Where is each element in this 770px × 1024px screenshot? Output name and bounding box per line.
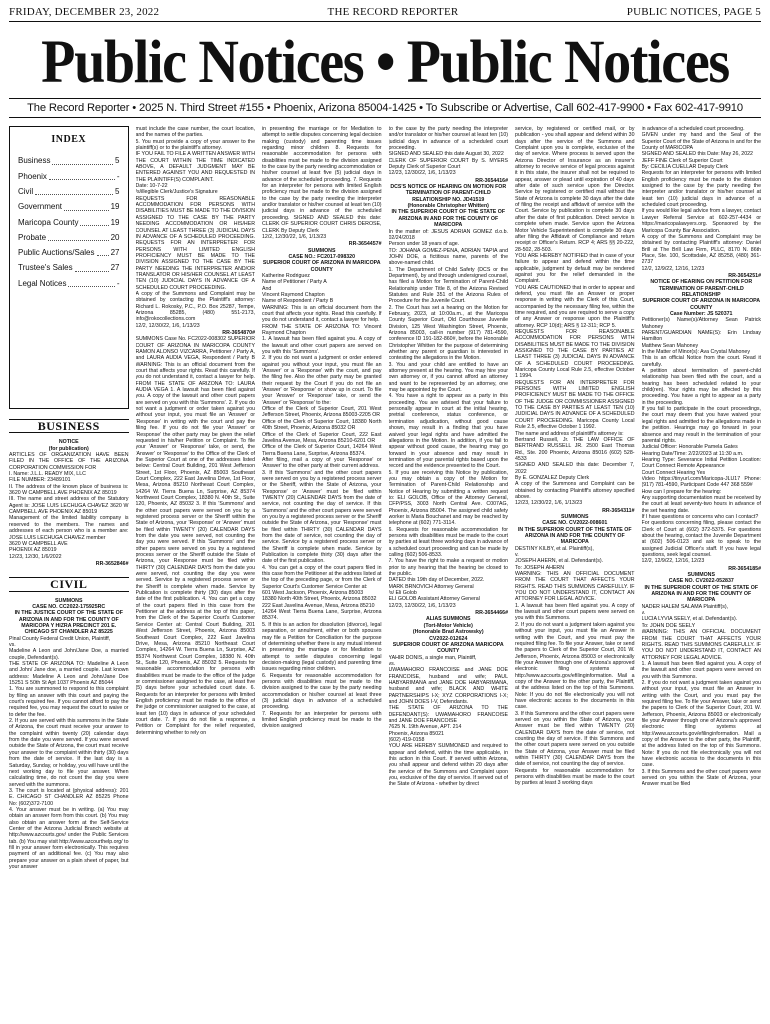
notice-paragraph: 12/23, 12/30/22, 1/6, 1/13/23 <box>388 602 456 609</box>
notice-paragraph: Date: 10-7-22 <box>135 183 168 190</box>
notice-paragraph: 2. If you are served with this summons in the State of Arizona, the court must receive your answer to the complaint within twenty (20) calendar days from the date you were served. If you were served outside the State of Arizona, the court must receive your answer to the complaint within thirty (30) days from the date of service. If the last day is a Saturday, Sunday, or holiday, you will have until the next working day to file your answer. When calculating time, do not count the day you were served with the summons. <box>9 718 129 788</box>
record-number: RR-3652846# <box>95 560 129 567</box>
index-row <box>18 260 120 275</box>
index-page: 5 <box>115 186 120 196</box>
notice-paragraph: If you would like legal advice from a lawyer, contact Lawyer Referral Service at 602-257-4434 or https://maricopalawyers.org. Sponsored by the Maricopa County Bar Association. <box>641 208 761 234</box>
notice-paragraph: 6. Requests for reasonable accommodation for persons with disabilities must be made to the court by parties at least three working days in advance of a scheduled court proceeding and can be made by calling (602) 506-8533. <box>388 526 508 559</box>
section-heading-business: BUSINESS <box>9 419 129 433</box>
notice-continued <box>515 126 635 507</box>
notice-paragraph: 12/2, 12/30/22, 1/6, 1/13/23 <box>262 233 327 240</box>
notice-paragraph: in advance of a scheduled court proceeding. <box>641 126 745 132</box>
notice-paragraph: 1. A lawsuit has been filed against you. A copy of the lawsuit and other court papers were served on you with this Summons. <box>515 602 635 622</box>
notice-paragraph: 12/23, 12/30/22, 1/6, 1/13/23 <box>515 500 583 507</box>
notice-paragraph: 2. If you do not want a judgment or order entered against you without your input, you must file an 'Answer' or a 'Response' with the court, and pay the filing fee. Also the other party may be granted their request by the Court if you do not file an 'Answer' or 'Response' or show up in court. To file your 'Answer' or 'Response' take, or send the 'Answer' or 'Response' to the: <box>262 355 382 406</box>
record-number: RR-3654311# <box>602 507 635 514</box>
notice-paragraph: PHOENIX AZ 85019 <box>9 547 57 554</box>
notice-paragraph: SIGNED AND SEALED this Date: May 26, 2022 <box>641 151 753 158</box>
notice-paragraph: Requests for an interpreter for persons with limited English proficiency must be made to the division assigned to the case by the party needing the interpreter and/or translator or his/her counsel at least ten (10) judicial days in advance of a scheduled court proceeding. <box>641 170 761 209</box>
notice-paragraph: v. <box>515 552 519 559</box>
notice-paragraph: (Honorable Brad Astrowsky) <box>412 629 484 636</box>
record-number: RR-3654457# <box>348 241 382 248</box>
column-5 <box>515 126 635 1024</box>
notice-paragraph: REQUESTS FOR AN INTERPRETER FOR PERSONS WITH LIMITED ENGLISH PROFICIENCY MUST BE MADE TO THE OFFICE OF THE JUDGE OR COMMISSIONER ASSIGNED TO THE CASE BY PARTIES AT LEAST TEN (10) JUDICIAL DAYS IN ADVANCE OF A SCHEDULED COURT PROCEEDING. Maricopa County Local Rule 2.5, effective October 1 1992. <box>515 379 635 431</box>
section-heading-civil: CIVIL <box>9 577 129 591</box>
index-page: 19 <box>110 202 120 212</box>
notice-paragraph: 1. A lawsuit has been filed against you. A copy of the lawsuit and other court papers were served on you with this Summons. <box>641 660 761 680</box>
notice-paragraph: REQUESTS FOR REASONABLE ACCOMMODATION FOR PERSONS WITH DISABILITIES MUST BE MADE TO THE DIVISION ASSIGNED TO THE CASE BY THE PARTY NEEDING ACCOMMODATION OR HIS/HER COUNSEL AT LEAST THREE (3) JUDICIAL DAYS IN ADVANCE OF A SCHEDULED PROCEEDING. REQUESTS FOR AN INTERPRETER FOR PERSONS WITH LIMITED ENGLISH PROFICIENCY MUST BE MADE TO THE DIVISION ASSIGNED TO THE CASE BY THE PARTY NEEDING THE INTERPRETER AND/OR TRANSLATOR OR HIS/HER COUNSEL AT LEAST TEN (10) JUDICIAL DAYS IN ADVANCE OF A SCHEDULED COURT PROCEEDING. <box>135 195 255 291</box>
notice-paragraph: (for publication) <box>48 445 89 452</box>
notice-paragraph: UWAMAHORO FRANCOISE and JANE DOE FRANCOISE, husband and wife; PAUL HABYARIMANA and JANE DOE HABYARIMANA, husband and wife; BLACK AND WHITE PARTNERSHIPS I-X; XYZ CORPORATIONS I-X; and JOHN DOES I-V, Defendants. <box>388 667 508 705</box>
notice-paragraph: CASE NO. CV2022-008601 <box>542 520 608 527</box>
notice-paragraph: CV2022-012624 <box>429 635 468 642</box>
notice-continued <box>642 126 762 272</box>
notice-paragraph: And <box>262 285 272 292</box>
notice-paragraph: WARNING: THIS AN OFFICIAL DOCUMENT FROM THE COURT THAT AFFECTS YOUR RIGHTS. READ THIS SUMMONS CAREFULLY. IF YOU DO NOT UNDERSTAND IT, CONTACT AN ATTORNEY FOR LEGAL ADVICE. <box>641 629 761 661</box>
notice-paragraph: vs. <box>9 641 16 648</box>
notice-paragraph: Any supporting documentation must be received by the court at least seventy-two hours in advance of the set hearing date. <box>641 494 761 514</box>
notice-paragraph: A copy of the Summons and Complaint can be obtained by contacting Plaintiff's attorney specified above. <box>515 481 635 500</box>
notice-paragraph: Katherine Rodriguez <box>262 272 310 279</box>
index-row <box>18 215 120 230</box>
index-row <box>18 153 120 168</box>
notice-paragraph: /s/illegible Clerk/Justice's Signature <box>135 189 218 196</box>
notice-paragraph: THE STATE OF ARIZONA TO: Madeline A Leon and John/ Jane doe, a married couple. Last known address: Madeline A Leon and John/Jane Doe 15251 S 50th St Apt 1037 Phoenix AZ 85044 <box>9 661 129 687</box>
notice-paragraph: ARTICLES OF ORGANIZATION HAVE BEEN FILED IN THE OFFICE OF THE ARIZONA CORPORATION COMMISSION FOR <box>9 452 129 471</box>
notice-continued <box>262 126 382 240</box>
notice-paragraph: ALIAS SUMMONS <box>425 616 471 623</box>
notice-paragraph: DATED this 19th day of December, 2022. <box>388 577 485 584</box>
notice-paragraph: For questions concerning filing, please contact the Clerk of Court at (602) 372-5375. For questions about the hearing, contact the Juvenile Department at (602) 506-0123 and ask to speak to the assigned Judicial Officer's staff. If you have legal questions, seek legal counsel. <box>641 520 761 559</box>
notice-paragraph: 6. Requests for reasonable accommodation for persons with disabilities must be made to the division assigned to the case by the party needing accommodation or his/her counsel at least three (3) judicial days in advance of a scheduled proceeding. <box>262 672 382 711</box>
notice-paragraph: A copy of the Summons and Complaint may be obtained by contacting the Plaintiff's attorney: Richard L. Rokosky, P.C., P.O. Box 25287, Tempe, Arizona 85285, (480) 551-2173, info@rokocollections.com <box>135 290 255 323</box>
notice-paragraph: SUMMONS <box>687 572 715 579</box>
notice-paragraph: II. The address of the known place of business is: 3620 W CAMPBELL AVE PHOENIX AZ 85019 <box>9 483 129 497</box>
index-leader <box>48 230 109 241</box>
notice-paragraph: 3. If this Summons and the other court papers were served on you within the State of Arizona, your Answer must be filed within TWENTY (20) CALENDAR DAYS from the date of service, not counting the day of service. If this Summons and the other court papers were served on you outside the State of Arizona, your Answer must be filed within THIRTY (30) CALENDAR DAYS from the date of service, not counting the day of service. <box>515 710 635 768</box>
index-page: 20 <box>110 232 120 242</box>
record-number: RR-3654251# <box>728 272 761 279</box>
index-leader <box>49 169 115 180</box>
notice-paragraph: /s/ Eli Golob <box>388 590 417 597</box>
notice-paragraph: in presenting the marriage or for Mediation to attempt to settle disputes concerning legal decision making (custody) and parenting time issues regarding minor children 8. Requests for reasonable accommodation for persons with disabilities must be made to the division assigned to the case by the party needing accommodation or his/her counsel at least five (5) judicial days in advance of the scheduled proceeding. 7. Requests for an interpreter for persons with limited English proficiency must be made to the division assigned to the case by the party needing the interpreter and/or translator or his/her counsel at least ten (10) judicial days in advance of the scheduled proceeding. SIGNED AND SEALED this date: CLERK OF SUPERIOR COURT CHRIS DEROSE, CLERK By Deputy Clerk <box>262 126 382 234</box>
notice-paragraph: 2. If you do not want a judgment taken against you without your input, you must file an Answer in writing with the Court, and you must pay the required filing fee. To file your Answer, take or send the papers to Clerk of the Superior Court, 201 W. Jefferson, Phoenix, Arizona 85003 or electronically file your Answer through one of Arizona's approved electronic filing systems at http://www.azcourts.gov/efilinginformation. Mail a copy of the Answer to the other party, the Plaintiff, at the address listed on the top of this Summons. Note: If you do not file electronically you will not have electronic access to the documents in this case. <box>515 621 635 711</box>
notice-paragraph: SIGNED AND SEALED this date August 30, 2022 <box>388 151 504 158</box>
issue-date: FRIDAY, DECEMBER 23, 2022 <box>9 6 160 18</box>
dcs-hearing-notice <box>389 184 509 609</box>
notice-paragraph: 3. The court is located at (physical address): 201 E. CHICAGO ST CHANDLER AZ 85225 Phone No: (602)372-7100 <box>9 787 129 807</box>
paper-name: THE RECORD REPORTER <box>327 6 459 18</box>
index-box <box>9 126 129 409</box>
notice-paragraph: THE STATE OF ARIZONA TO THE DEFENDANT(S): UWAMAHORO FRANCOISE and JANE DOE FRANCOISE <box>388 705 508 724</box>
notice-paragraph: CLERK OF SUPERIOR COURT By S. MYERS Deputy Clerk of Superior Court <box>388 157 508 171</box>
notice-paragraph: 4. You have a right to appear as a party in this proceeding. You are advised that your failure to personally appear in court at the initial hearing, pretrial conference, status conference, or termination adjudication, without good cause shown, may result in a finding that you have waived your legal rights and have admitted the allegations in the Motion. In addition, if you fail to appear without good cause, the hearing may go forward in your absence and may result in termination of your parental rights based upon the record and the evidence presented to the Court. <box>388 393 508 470</box>
column-4 <box>389 126 509 1024</box>
notice-paragraph: Bertrand Russell, Jr. THE LAW OFFICE OF BERTRAND RUSSELL JR. 2500 East Thomas Rd., Ste. 200 Phoenix, Arizona 85016 (602) 528-4533 <box>515 436 635 462</box>
record-number: RR-3654466# <box>475 610 508 617</box>
summons-notice <box>515 514 635 787</box>
notice-continued <box>136 126 256 329</box>
civil-notice <box>9 598 129 871</box>
index-row <box>18 184 120 199</box>
notice-paragraph: Pinal County Federal Credit Union, Plaintiff, <box>9 635 111 642</box>
notice-paragraph: Case Number: JS 520371 <box>670 310 733 317</box>
notice-paragraph: JEFF FINE Clerk of Superior Court <box>641 157 723 164</box>
notice-paragraph: 5. If you are receiving this Notice by publication, you may obtain a copy of the Motion for Termination of Parent-Child Relationship and Notice of Hearing by submitting a written request to: ELI GOLOB, Office of the Attorney General, CFP/PSS, 3003 North Central Ave. C007AG, Phoenix, Arizona 85004. The assigned child safety worker is Maria Bouchanet and may be reached by telephone at (602) 771-3114. <box>388 469 508 527</box>
index-page: 19 <box>110 217 120 227</box>
notice-paragraph: 4. Your answer must be in writing. (a) You may obtain an answer form from this court. (b) You may also obtain an answer form at the Self-Service Center of the Arizona Judicial Branch website at http://www.azcourts.gov/ under the Public Services tab. (b) You may visit http://www.azcourthelp.org/ to fill in your answer form electronically. This requires payment of an additional fee. (c) You may also prepare your answer on a plain sheet of paper, but your answer <box>9 806 129 870</box>
column-3 <box>262 126 382 1024</box>
summons-notice <box>136 336 256 736</box>
index-leader <box>80 215 108 226</box>
notice-paragraph: service, by registered or certified mail, or by publication - you shall appear and defend within 30 days after the service of the Summons and Complaint upon you is complete, exclusive of the day of service. Where process is served upon the Arizona Director of Insurance as an insurer's attorney to receive service of legal process against it in this state, the insurer shall not be required to appear, answer or plead until expiration of 40 days after date of such service upon the Director. Service by registered or certified mail without the State of Arizona is complete 30 days after the date of filing the receipt and affidavit of service with the Court. Service by publication is complete 30 days after the date of first publication. Direct service is complete when made. Service upon the Arizona Motor Vehicle Superintendent is complete 30 days after filing the Affidavit of Compliance and return receipt or Officer's Return. RCP 4; ARS §§ 20-222, 28-502, 28-503. <box>515 126 635 253</box>
notice-paragraph: Office of the Clerk of Superior Court, 14264 West Tierra Buena Lane, Surprise, Arizona 85374. <box>262 444 382 457</box>
notice-paragraph: Office of the Clerk of Superior Court, 222 East Javelina Avenue, Mesa, Arizona 85210-6201 OR <box>262 431 382 444</box>
notice-paragraph: 12/2, 12/9/22, 12/16, 12/23 <box>641 265 705 272</box>
notice-paragraph: SUMMONS <box>55 597 83 604</box>
record-number: RR-3654185# <box>728 565 761 572</box>
notice-paragraph: 12/2, 12/30/22, 1/6, 1/13/23 <box>135 322 200 329</box>
notice-paragraph: SIGNED AND SEALED this date: December 7, 2022 <box>515 462 635 475</box>
index-row <box>18 245 120 260</box>
notice-paragraph: Judicial Officer: Honorable Pamela Gates <box>641 444 738 451</box>
notice-paragraph: SUMMONS <box>308 247 336 254</box>
notice-paragraph: 3620 W CAMPBELL AVE <box>9 540 68 547</box>
notice-paragraph: A petition about termination of parent-child relationship has been filed with the court, and a hearing has been scheduled related to your child(ren). Your rights may be affected by this proceeding. You have a right to appear as a party in the proceeding. <box>641 368 761 406</box>
column-2 <box>136 126 256 1024</box>
notice-paragraph: Requests for reasonable accommodation for persons with disabilities must be made to the court by parties at least 3 working days <box>515 767 635 787</box>
notice-paragraph: SUMMONS Case No. FC2022-008302 SUPERIOR COURT OF ARIZONA IN MARICOPA COUNTY RAMON ALONSO VIZCARRA, Petitioner / Party A, and LAURA AUDIA VEGA, Respondent / Party B WARNING: This is an official document from the court that affects your rights. Read this carefully. If you do not understand it, contact a lawyer for help. FROM THE STATE OF ARIZONA TO: LAURA AUDIA VEGA 1. A lawsuit has been filed against you. A copy of the lawsuit and other court papers are served on you with this 'Summons'. 2. If you do not want a judgment or order taken against you without your input, you must file an 'Answer' or 'Response' in writing with the court and pay the filing fee. If you do not file your 'Answer' or 'Response' the other party may be given the relief requested in his/her Petition or Complaint. To file your 'Answer' or 'Response' take, or send, the 'Answer' or 'Response' to the Office of the Clerk of the Superior Court at one of the addresses listed below: Central Court Building, 201 West Jefferson Street, 1st Floor, Phoenix, AZ 85003 Southeast Court Complex, 222 East Javelina Drive, 1st Floor, Mesa, Arizona 85210 Northeast Court Complex, 14264 W. Tierra Buena Ln, Surprise, AZ 85374 Northwest Court Complex, 18380 N. 40th St., Suite 120, Phoenix, AZ 85032 3. If this 'Summons' and the other court papers were served on you by a registered process server or the Sheriff within the State of Arizona, your 'Response' or 'Answer' must be filed within TWENTY (20) CALENDAR DAYS from the date you were served, not counting the day you were served. If this 'Summons' and the other papers were served on you by a registered process server or the Sheriff outside the State of Arizona, your Response must be filed within THIRTY (30) CALENDAR DAYS from the date you were served, not counting the day you were served. Service by a registered process server or the Sheriff is complete when made. Service by Publication is complete thirty (30) days after the date of the first publication. 4. You can get a copy of the court papers filed in this case from the Petitioner at the address at the top of this paper, from the Clerk of the Superior Court's Customer Service Center at: Central Court Building, 201 West Jefferson Street, Phoenix, Arizona 85003 Southeast Court Complex, 222 East Javelina Drive, Mesa, Arizona 85210 Northeast Court Complex, 14264 W. Tierra Buena Ln, Surprise, AZ 85374 Northwest Court Complex, 18380 N. 40th St., Suite 120, Phoenix, AZ 85032 5. Requests for reasonable accommodation for persons with disabilities must be made to the office of the judge or commissioner assigned to the case, at least five (5) days before your scheduled court date. 6. Requests for an interpreter for persons with limited English proficiency must be made to the office of the judge or commissioner assigned to the case, at least ten (10) days in advance of your scheduled court date. 7. If you do not file a response, a Petition or Complaint for the relief requested, determining whether to rely on <box>135 336 255 736</box>
index-label: Probate <box>18 232 47 242</box>
index-leader <box>35 184 113 195</box>
index-label: Maricopa County <box>18 217 79 227</box>
notice-paragraph: GIVEN under my hand and the Seal of the Superior Court of the State of Arizona in and for the County of MARICOPA <box>641 132 761 152</box>
notice-paragraph: (Tort-Motor Vehicle) <box>423 622 473 629</box>
index-page: 5 <box>115 156 120 166</box>
notice-paragraph: CASE NO.: FC2017-098320 <box>288 253 356 260</box>
index-label: Trustee's Sales <box>18 263 73 273</box>
notice-paragraph: NADER HALEM SALAMA Plaintiff(s), <box>641 603 729 610</box>
index-page: - <box>116 171 120 181</box>
notice-paragraph: MARK BRNOVICH Attorney General <box>388 583 474 590</box>
notice-paragraph: To: JOSEPH AHERN <box>515 564 565 571</box>
notice-paragraph: LUCIA LYVIA SEELY, et al. Defendant(s). <box>641 616 738 623</box>
notice-paragraph: The name and address of plaintiff's attorney is: <box>515 430 624 437</box>
summons-notice <box>262 248 382 730</box>
record-number: RR-3654416# <box>475 177 508 184</box>
index-page: - <box>116 278 120 288</box>
notice-paragraph: WARNING: This is an official document from the court that affects your rights. Read this carefully. If you do not understand it, contact a lawyer for help. <box>262 304 382 324</box>
notice-paragraph: Vincent Raymond Chapton <box>262 291 325 298</box>
alias-summons-notice <box>389 616 509 787</box>
index-label: Government <box>18 202 63 212</box>
notice-paragraph: FROM THE STATE OF ARIZONA TO: Vincent Raymond Chapton <box>262 323 382 336</box>
notice-paragraph: I. Name: J.L.L. READY MIX, LLC <box>9 471 86 478</box>
notice-paragraph: If you fail to participate in the court proceedings, the court may deem that you have waived your legal rights and admitted to the allegations made in the petition. Hearings may go forward in your absence and may result in the termination of your parental rights. <box>641 406 761 444</box>
notice-paragraph: 222 East Javelina Avenue, Mesa, Arizona 85210 <box>262 602 375 609</box>
notice-paragraph: This is an official Notice from the court. Read it carefully. <box>641 355 761 368</box>
record-number: RR-3654870# <box>222 330 255 336</box>
notice-paragraph: SUPERIOR COURT OF ARIZONA IN MARICOPA COUNTY <box>262 260 381 273</box>
notice-paragraph: A copy of the Summons and Complaint may be obtained by contacting Plaintiff's attorney: Daniel Brill at The Brill Law Firm, PLLC, 8170 N. 86th Place, Ste. 100, Scottsdale, AZ 85258, (480) 361-2737 <box>641 233 761 266</box>
index-leader <box>68 276 114 287</box>
notice-paragraph: IF YOU FAIL TO FILE A WRITTEN ANSWER WITH THE COURT WITHIN THE TIME INDICATED ABOVE, A DEFAULT JUDGMENT MAY BE ENTERED AGAINST YOU AND REQUESTED IN THE PLAINTIFF(S) COMPLAINT. <box>135 151 255 183</box>
notice-paragraph: YOU ARE HEREBY SUMMONED and required to appear and defend, within the time applicable, in this action in this Court. If served within Arizona, you shall appear and defend within 20 days after the service of the Summons and Complaint upon you, exclusive of the day of service. If served out of the State of Arizona - whether by direct <box>388 743 508 788</box>
notice-paragraph: 601 West Jackson, Phoenix, Arizona 85003 <box>262 590 364 597</box>
notice-paragraph: By E. GONZALEZ Deputy Clerk <box>515 474 590 481</box>
notice-paragraph: 12/2, 12/9/22, 12/16, 12/23 <box>641 558 705 565</box>
index-leader <box>97 245 109 256</box>
notice-paragraph: NOTICE <box>58 439 79 446</box>
notice-paragraph: Hearing Date/Time: 2/22/2023 at 11:30 a.m. <box>641 450 744 457</box>
notice-paragraph: Office of the Clerk of Superior Court, 201 West Jefferson Street, Phoenix, Arizona 85003-2205 OR <box>262 406 382 419</box>
notice-paragraph: Office of the Clerk of Superior Court, 18380 North 40th Street, Phoenix, Arizona 85032 OR <box>262 418 382 432</box>
notice-paragraph: After filing, mail a copy of your 'Response' or 'Answer' to the other party at their current address. <box>262 456 382 470</box>
notice-paragraph: 7. Requests for an interpreter for persons with limited English proficiency must be made to the division assigned <box>262 710 382 730</box>
notice-paragraph: TO: JOHANA GOMEZ-PENA, ADRIAN TAPIA and JOHN DOE, a fictitious name, parents of the above-named child. <box>388 247 508 267</box>
notice-paragraph: Matthew Sean Mahoney <box>641 342 699 349</box>
notice-paragraph: Petitioner(s) Name(s)/Attorney Sean Patrick Mahoney <box>641 317 761 330</box>
index-label: Business <box>18 156 51 166</box>
notice-paragraph: 12/23, 12/30/22, 1/6, 1/13/23 <box>388 170 456 177</box>
notice-paragraph: 7625 N. 19th Avenue, APT. 214 <box>388 724 462 731</box>
notice-paragraph: 7. You have the right to make a request or motion prior to any hearing that the hearing be closed to the public. <box>388 558 508 578</box>
notice-paragraph: PARENT/GUARDIAN NAME(S): Erin Lindsay Hamilton <box>641 330 761 343</box>
column-1 <box>9 126 129 1024</box>
index-row <box>18 230 120 245</box>
index-leader <box>64 199 109 210</box>
notice-paragraph: 14264 West Tierra Buena Lane, Surprise, Arizona 85374. <box>262 609 382 622</box>
notice-paragraph: 2. If you do not want a judgment taken against you without your input, you must file an Answer in writing with the Court, and you must pay the required filing fee. To file your Answer, take or send the papers to Clerk of the Superior Court, 201 W. Jefferson, Phoenix, Arizona 85003 or electronically file your Answer through one of Arizona's approved electronic filing systems at http://www.azcourts.gov/efilinginformation. Mail a copy of the Answer to the other party, the Plaintiff, at the address listed on the top of this Summons. Note: If you do not file electronically you will not have electronic access to the documents in this case. <box>641 679 761 769</box>
notice-paragraph: 4. You can get a copy of the court papers filed in this case from the Petitioner at the address listed at the top of the preceding page, or from the Clerk of Superior Court's Customer Service Center at: <box>262 564 382 590</box>
notice-paragraph: REQUESTS FOR REASONABLE ACCOMMODATION FOR PERSONS WITH DISABILITIES MUST BE MADE TO THE DIVISION ASSIGNED TO THE CASE BY PARTIES AT LEAST THREE (3) JUDICIAL DAYS IN ADVANCE OF A SCHEDULED COURT PROCEEDING. Maricopa County Local Rule 2.5, effective October 1 1994. <box>515 329 635 380</box>
notice-paragraph: 5. If this is an action for dissolution (divorce), legal separation, or annulment, either or both spouses may file a Petition for Conciliation for the purpose of determining whether there is any mutual interest in preserving the marriage or for Mediation to attempt to settle disputes concerning legal decision-making (legal custody) and parenting time issues regarding minor children. <box>262 621 382 673</box>
notice-paragraph: 3. You and your child are entitled to have an attorney present at the hearing. You may hire your own attorney or, if you cannot afford an attorney and want to be represented by an attorney, one may be appointed by the Court. <box>388 361 508 394</box>
notice-paragraph: Management of the limited liability company is reserved to the members. The names and addresses of each person who is a member are: JOSE LUIS LECHUGA CHAVEZ member <box>9 515 129 541</box>
notice-paragraph: IN THE SUPERIOR COURT OF THE STATE OF ARIZONA IN AND FOR THE COUNTY OF MARICOPA <box>517 526 632 546</box>
notice-paragraph: Name of Respondent / Party B <box>262 298 334 305</box>
notice-paragraph: Name of Petitioner / Party A <box>262 279 327 286</box>
column-6 <box>642 126 762 1024</box>
notice-paragraph: 18380 North 40th Street, Phoenix, Arizona 85032 <box>262 596 377 603</box>
notice-paragraph: Hearing Type: Severance Initial Petition Location: Court Connect Remote Appearance <box>641 456 761 470</box>
notice-paragraph: SUPERIOR COURT OF ARIZONA IN MARICOPA COUNTY <box>642 298 761 311</box>
business-notice <box>9 439 129 560</box>
notice-paragraph: YAHIR DONIS, a single man, Plaintiff, <box>388 654 477 661</box>
index-row <box>18 169 120 184</box>
notice-paragraph: Madeline A Leon and John/Jane Doe, a married couple, Defendant(s). <box>9 648 129 661</box>
index-title: INDEX <box>51 134 87 145</box>
notice-paragraph: JOSEPH AHERN, et al. Defendant(s). <box>515 558 604 565</box>
notice-continued <box>389 126 509 177</box>
notice-paragraph: FILE NUMBER: 23489101 <box>9 477 71 484</box>
notice-paragraph: If I have questions or concerns who can I contact? <box>641 513 759 520</box>
notice-paragraph: In the matter of: JESUS ADRIAN GOMEZ d.o.b. 02/24/2018 <box>388 228 508 241</box>
index-row <box>18 276 120 291</box>
notice-paragraph: DESTINY KILBY, et al. Plaintiff(s), <box>515 545 594 552</box>
index-list <box>18 153 120 291</box>
notice-paragraph: Phoenix, Arizona 85021 <box>388 730 444 737</box>
running-header <box>9 6 761 22</box>
index-row <box>18 199 120 214</box>
notice-paragraph: (Honorable Christopher Whitten) <box>407 203 489 210</box>
notice-paragraph: III. The name and street address of the Statutory Agent is: JOSE LUIS LECHUGA CHAVEZ 3620 W CAMPBELL AVE PHOENIX AZ 85019 <box>9 496 129 516</box>
termination-hearing-notice <box>642 279 762 564</box>
notice-paragraph: 12/23, 12/30, 1/6/2022 <box>9 553 62 560</box>
notice-paragraph: YOU ARE CAUTIONED that in order to appear and defend, you must file an Answer or proper response in writing with the Clerk of this Court, accompanied by the necessary filing fee, within the time required, and you are required to serve a copy of any Answer or response upon the Plaintiff's attorney. RCP 10(d); ARS § 12-311; RCP 5. <box>515 284 635 329</box>
notice-paragraph: In the Matter of Minor(s): Ava Crystal Mahoney <box>641 349 750 356</box>
notice-paragraph: 3. If this Summons and the other court papers were served on you within the State of Arizona, your Answer must be filed <box>641 768 761 788</box>
index-label: Legal Notices <box>18 278 67 288</box>
notice-paragraph: NOTICE OF HEARING ON PETITION FOR TERMINATION OF PARENT-CHILD RELATIONSHIP <box>650 279 753 298</box>
index-page: 27 <box>110 263 120 273</box>
contact-bar: The Record Reporter • 2025 N. Third Street #155 • Phoenix, Arizona 85004-1425 • To Subscribe or Advertise, Call 602-417-9900 • Fax 602-417-9910 <box>9 98 761 118</box>
notice-paragraph: (602) 419-0158 <box>388 737 425 743</box>
notice-paragraph: WARNING: THIS AN OFFICIAL DOCUMENT FROM THE COURT THAT AFFECTS YOUR RIGHTS. READ THIS SUMMONS CAREFULLY. IF YOU DO NOT UNDERSTAND IT, CONTACT AN ATTORNEY FOR LEGAL ADVICE. <box>515 571 635 603</box>
notice-paragraph: Court Connect Hearing Yes <box>641 469 706 476</box>
notice-paragraph: 1. You are summoned to respond to this complaint by filing an answer with this court and paying the court's required fee. If you cannot afford to pay the required fee, you may request the court to waive or to defer the fee. <box>9 686 129 718</box>
notice-paragraph: 1. The Department of Child Safety (DCS or the Department), by and through undersigned counsel, has filed a Motion for Termination of Parent-Child Relationship under Title 8, of the Arizona Revised Statutes and Rule 351 of the Arizona Rules of Procedure for the Juvenile Court. <box>388 266 508 305</box>
notice-paragraph: 5. You must provide a copy of your answer to the plaintiff(s) or to the plaintiff's attorney. <box>135 138 255 152</box>
index-label: Phoenix <box>18 171 47 181</box>
notice-paragraph: IN THE JUSTICE COURT OF THE STATE OF ARIZONA IN AND FOR THE COUNTY OF MARICOPA Y HIZRA PRECINCT 201 E. CHICAGO ST CHANDLER AZ 85225 <box>14 610 123 636</box>
notice-paragraph: DCS'S NOTICE OF HEARING ON MOTION FOR TERMINATION OF PARENT-CHILD RELATIONSHIP NO. JD41519 <box>390 184 507 203</box>
index-label: Civil <box>18 186 34 196</box>
section-page: PUBLIC NOTICES, PAGE 5 <box>626 6 761 18</box>
notice-paragraph: To: JOHN DOE SEELY <box>641 622 696 629</box>
notice-paragraph: vs. <box>388 660 396 667</box>
notice-paragraph: IN THE SUPERIOR COURT OF THE STATE OF ARIZONA IN AND FOR THE COUNTY OF MARICOPA <box>644 584 759 604</box>
notice-paragraph: IN THE SUPERIOR COURT OF THE STATE OF ARIZONA IN AND FOR THE COUNTY OF MARICOPA <box>391 209 506 229</box>
notice-paragraph: must include the case number, the court location, and the names of the parties. <box>135 126 255 139</box>
notice-paragraph: How can I prepare for the hearing: <box>641 488 722 495</box>
index-page: 27 <box>110 248 120 258</box>
notice-paragraph: CASE NO. CV2022-052837 <box>668 578 734 585</box>
notice-paragraph: By: CECILIA CUELLAR Deputy Clerk <box>641 164 729 171</box>
notice-paragraph: Video https://tinyurl.com/Maricopa-JLU17 Phone: (917) 781-4590, Participant Code 447 368 559# <box>641 475 761 489</box>
notice-paragraph: to the case by the party needing the interpreter and/or translator or his/her counsel at least ten (10) judicial days in advance of a scheduled court proceeding. <box>388 126 508 152</box>
notice-columns <box>9 126 761 1024</box>
notice-paragraph: 3. If this 'Summons' and the other court papers were served on you by a registered process server or the Sheriff, within the State of Arizona, your 'Response' or 'Answer' must be filed within TWENTY (20) CALENDAR DAYS from the date of service, not counting the day of service. If this 'Summons' and the other court papers were served on you by a registered process server or the Sheriff outside the State of Arizona, your 'Response' must be filed within THIRTY (30) CALENDAR DAYS from the date of service, not counting the day of service. Service by a registered process server or the Sheriff is complete when made. Service by Publication is complete thirty (30) days after the date of the first publication. <box>262 469 382 565</box>
notice-paragraph: 1. A lawsuit has been filed against you. A copy of the lawsuit and other court papers are served on you with this 'Summons'. <box>262 336 382 356</box>
notice-paragraph: Person under 18 years of age. <box>388 241 460 248</box>
index-label: Public Auctions/Sales <box>18 248 95 258</box>
notice-paragraph: YOU ARE HEREBY NOTIFIED that in case of your failure to appear and defend within the time applicable, judgment by default may be rendered against you for the relief demanded in the Complaint. <box>515 252 635 285</box>
index-leader <box>52 153 113 164</box>
notice-paragraph: SUPERIOR COURT OF ARIZONA MARICOPA COUNTY <box>392 641 504 655</box>
notice-paragraph: CASE NO. CC2022-175925RC <box>32 603 106 610</box>
masthead-title: Public Notices • Public Notices <box>41 29 729 96</box>
summons-notice <box>642 572 762 788</box>
notice-paragraph: SUMMONS <box>561 513 589 520</box>
notice-paragraph: ELI GOLOB Assistant Attorney General <box>388 596 480 603</box>
index-leader <box>75 260 109 271</box>
notice-paragraph: 2. The Court has set a hearing on the Motion for February, 2023, at 10:00a.m., at the Maricopa County Superior Court, Old Courthouse Juvenile Division, 125 West Washington Street, Phoenix, Arizona 85003, call-in number (917) 781-4590, conference ID 191-182-860#, before the Honorable Christopher Whitten for the purpose of determining whether any parent or guardian is interested in contesting the allegations in the Motion. <box>388 304 508 362</box>
notice-paragraph: v. <box>641 610 646 617</box>
